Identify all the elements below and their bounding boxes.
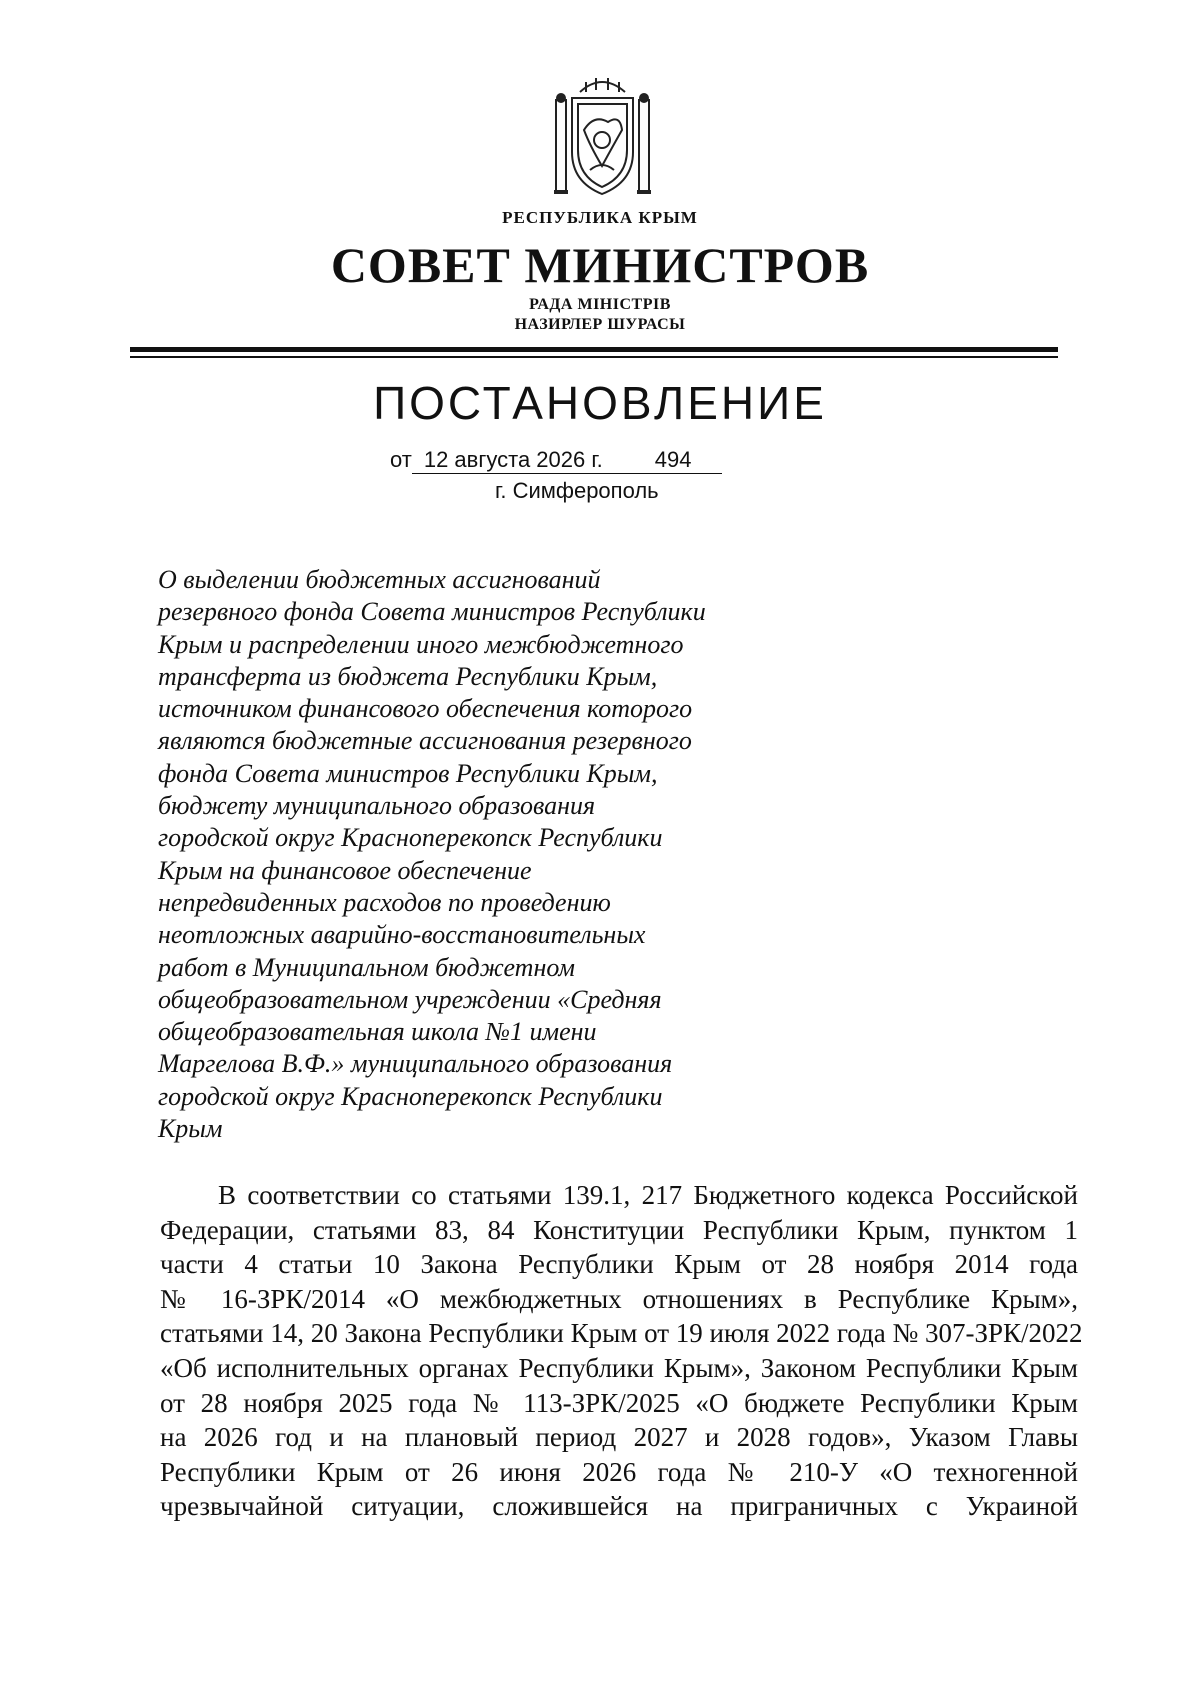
subject-line: Маргелова В.Ф.» муниципального образования [158,1049,673,1079]
decree-number: 494 [615,447,722,474]
header-divider-thin [130,356,1058,358]
date-prefix: от [390,447,412,472]
council-name: СОВЕТ МИНИСТРОВ [330,237,870,293]
subject-line: резервного фонда Совета министров Республики [158,597,706,627]
subject-line: работ в Муниципальном бюджетном [158,952,575,982]
decree-subject [158,564,798,1145]
body-line: «Об исполнительных органах Республики Крым», Законом Республики Крым [160,1352,1078,1383]
subject-line: источником финансового обеспечения которого [158,694,693,724]
decree-dateline [390,447,722,474]
body-line: Республики Крым от 26 июня 2026 года № 210-У «О техногенной [160,1456,1078,1487]
council-name-ukrainian: РАДА МІНІСТРІВ [529,296,671,313]
body-line: Федерации, статьями 83, 84 Конституции Республики Крым, пунктом 1 [160,1214,1078,1245]
decree-body-paragraph [160,1178,1083,1524]
subject-line: фонда Совета министров Республики Крым, [158,758,658,788]
subject-line: О выделении бюджетных ассигнований [158,565,601,594]
coat-of-arms-icon [550,70,655,200]
council-name-crimean-tatar: НАЗИРЛЕР ШУРАСЫ [514,316,686,333]
header-divider-thick [130,347,1058,352]
subject-line: общеобразовательная школа №1 имени [158,1017,597,1047]
subject-line: Крым [158,1114,223,1144]
subject-line: бюджету муниципального образования [158,791,596,821]
decree-city: г. Симферополь [495,478,659,503]
body-line: чрезвычайной ситуации, сложившейся на приграничных с Украиной [160,1491,1078,1522]
subject-line: городской округ Красноперекопск Республики [158,1081,663,1111]
body-line: от 28 ноября 2025 года № 113-ЗРК/2025 «О бюджете Республики Крым [160,1387,1078,1418]
subject-line: городской округ Красноперекопск Республики [158,823,663,853]
subject-line: непредвиденных расходов по проведению [158,887,611,917]
subject-line: неотложных аварийно-восстановительных [158,920,646,950]
republic-name: РЕСПУБЛИКА КРЫМ [502,208,698,227]
body-line: на 2026 год и на плановый период 2027 и 2028 годов», Указом Главы [160,1422,1078,1453]
subject-line: Крым на финансовое обеспечение [158,855,532,885]
subject-line: являются бюджетные ассигнования резервного [158,726,692,756]
body-line: статьями 14, 20 Закона Республики Крым от 19 июля 2022 года № 307-ЗРК/2022 [160,1318,1083,1349]
body-line: части 4 статьи 10 Закона Республики Крым от 28 ноября 2014 года [160,1249,1078,1280]
decree-date: 12 августа 2026 г. [412,447,615,474]
subject-line: трансферта из бюджета Республики Крым, [158,661,658,691]
body-line: № 16-ЗРК/2014 «О межбюджетных отношениях в Республике Крым», [160,1283,1078,1314]
subject-line: общеобразовательном учреждении «Средняя [158,984,662,1014]
subject-line: Крым и распределении иного межбюджетного [158,629,684,659]
document-type-title: ПОСТАНОВЛЕНИЕ [373,377,827,429]
body-line: В соответствии со статьями 139.1, 217 Бюджетного кодекса Российской [218,1180,1078,1210]
